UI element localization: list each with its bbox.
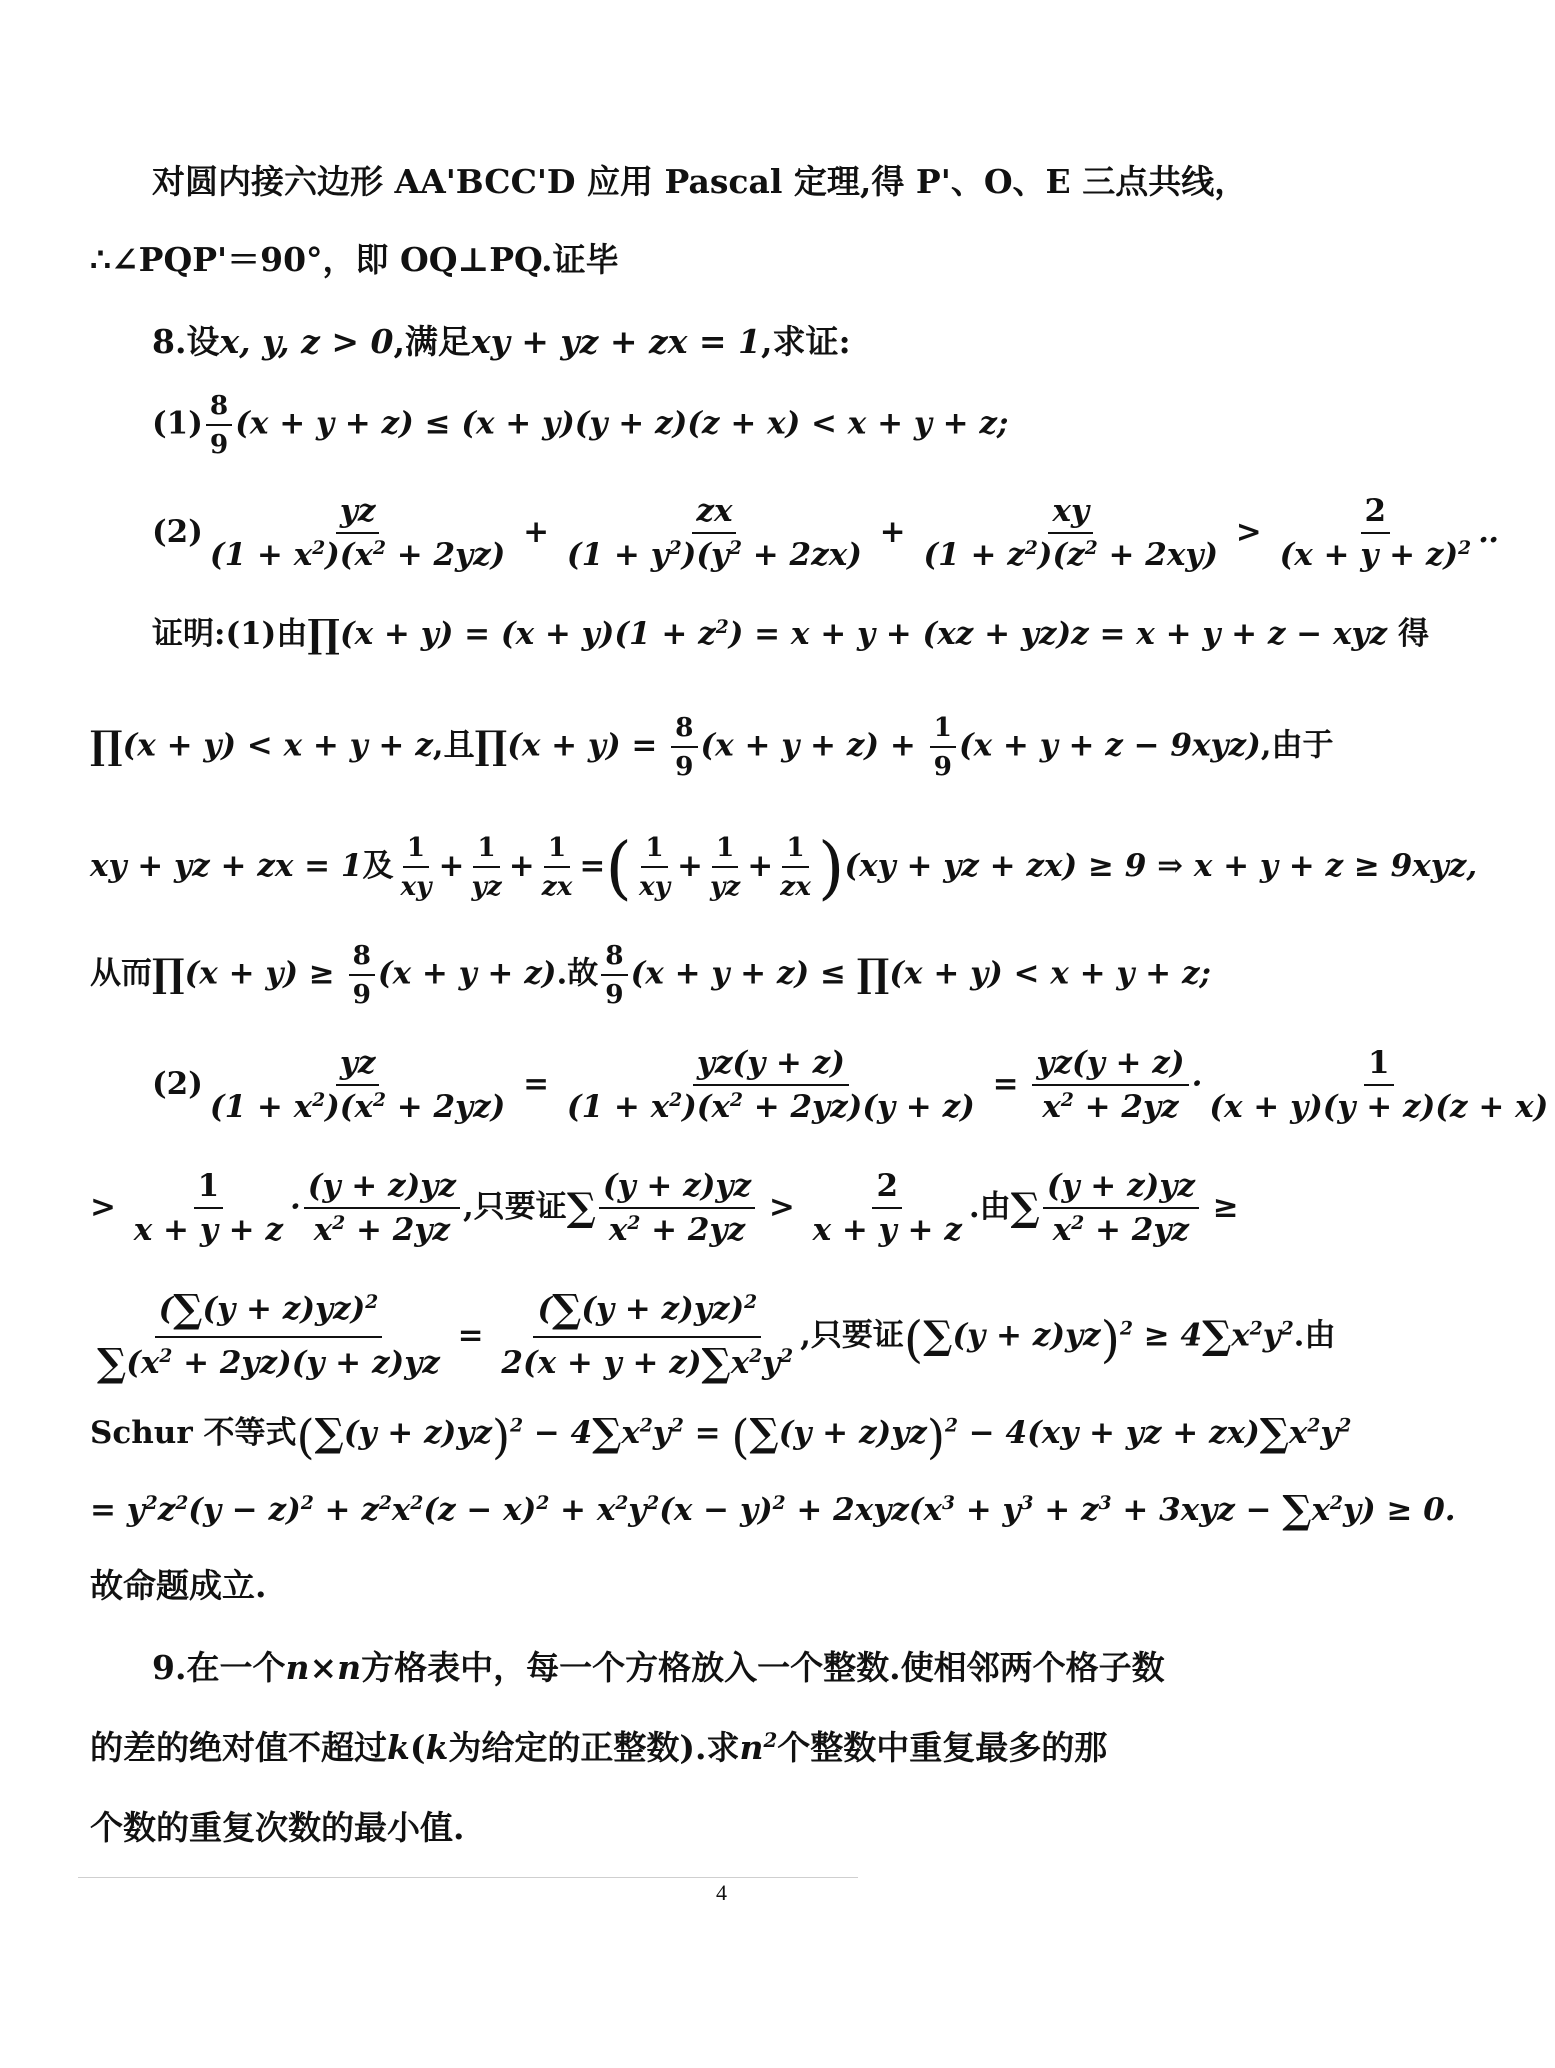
fraction-p2-a: $\frac{yz}{(1 + x^2)(x^2 + 2yz)}$ (209, 1045, 506, 1126)
part-2-inequality: (2) $\frac{yz}{(1 + x^2)(x^2 + 2yz)}$ + $\frac{zx}{(1 + y^2)(y^2 + 2zx)}$ + $\frac{xy}{(1 + z^2)(z^2 + 2xy)}$ > $\frac{2}{(x + y + z)^2}$ ‥ (152, 493, 1499, 574)
proof-line-4: 从而∏(x + y) ≥ $\frac{8}{9}$ (x + y + z).故 $\frac{8}{9}$ (x + y + z) ≤ ∏(x + y) < x + y + z; (90, 940, 1211, 1010)
gu-label: .故 (556, 955, 599, 992)
problem-8-statement (152, 322, 1269, 362)
proof-label: 证明:(1)由 (152, 615, 308, 652)
grid-size: n×n (285, 1648, 362, 1687)
fraction-p2-e: $\frac{1}{x + y + z}$ (133, 1168, 283, 1249)
you2-label: .由 (1293, 1317, 1336, 1354)
problem-9-label: 9.在一个 (152, 1648, 286, 1687)
fraction-8-9-b: $\frac{8}{9}$ (671, 712, 697, 782)
fraction-1-yz: $\frac{1}{yz}$ (471, 832, 502, 902)
problem-9-line-2: 的差的绝对值不超过k(k为给定的正整数).求$n^2$个整数中重复最多的那 (90, 1728, 1108, 1767)
fraction-p2-c: $\frac{yz(y + z)}{x^2 + 2yz}$ (1032, 1045, 1188, 1126)
youyu-label: ,由于 (1260, 727, 1334, 764)
fraction-1-xy-b: $\frac{1}{xy}$ (638, 832, 670, 902)
schur-line: Schur 不等式$(\sum(y + z)yz)^2 - 4\sum x^2y^2 = (\sum(y + z)yz)^2 - 4(xy$ + yz + $zx)\sum x^2y^2$ (90, 1410, 1352, 1464)
fraction-term-1: $\frac{yz}{(1 + x^2)(x^2 + 2yz)}$ (209, 493, 506, 574)
proof-part-2-line-2: > $\frac{1}{x + y + z}$ · $\frac{(y + z)yz}{x^2 + 2yz}$ ,只要证∑ $\frac{(y + z)yz}{x^2 + 2yz}$ > $\frac{2}{x + y + z}$ .由∑ $\frac{(y + z)yz}{x^2 + 2yz}$ ≥ (90, 1168, 1239, 1249)
fraction-8-9-d: $\frac{8}{9}$ (601, 940, 627, 1010)
fraction-p2-h: $\frac{2}{x + y + z}$ (812, 1168, 962, 1249)
qie-label: ,且 (432, 727, 475, 764)
fraction-p2-b: $\frac{yz(y + z)}{(1 + x^2)(x^2 + 2yz)(y + z)}$ (566, 1045, 975, 1126)
part-2-proof-label: (2) (152, 1066, 203, 1103)
problem-9-text-d: 个整数中重复最多的那 (777, 1728, 1108, 1767)
var-k-2: k (425, 1728, 449, 1767)
prove-label: ,求证: (760, 322, 851, 361)
fraction-p2-k: $\frac{(\sum(y + z)yz)^2}{2(x + y + z)\sum x^2y^2}$ (501, 1287, 794, 1386)
proof-part-2-line-1: (2) $\frac{yz}{(1 + x^2)(x^2 + 2yz)}$ = $\frac{yz(y + z)}{(1 + x^2)(x^2 + 2yz)(y + z)}$ = $\frac{yz(y + z)}{x^2 + 2yz}$ · $\frac{1}{(x + y)(y + z)(z + x)}$ (152, 1045, 1269, 1126)
fraction-1-xy: $\frac{1}{xy}$ (400, 832, 432, 902)
fraction-p2-d: $\frac{1}{(x + y)(y + z)(z + x)}$ (1209, 1045, 1549, 1126)
fraction-term-3: $\frac{xy}{(1 + z^2)(z^2 + 2xy)}$ (923, 493, 1218, 574)
conclusion-line: 故命题成立. (90, 1566, 267, 1605)
fraction-1-9: $\frac{1}{9}$ (930, 712, 956, 782)
schur-label: Schur 不等式 (90, 1414, 297, 1451)
fraction-1-yz-b: $\frac{1}{yz}$ (709, 832, 741, 902)
condition-connector: ,满足 (393, 322, 471, 361)
footer-rule (78, 1877, 858, 1878)
de-label: 得 (1397, 615, 1429, 652)
problem-9-line-3: 个数的重复次数的最小值. (90, 1808, 465, 1847)
text-line-proof-end: ∴∠PQP'＝90°，即 OQ⊥PQ.证毕 (90, 240, 619, 279)
zhiyaozheng-label: ,只要证 (462, 1189, 567, 1226)
paren-open: ( (409, 1728, 426, 1767)
var-k: k (387, 1728, 410, 1767)
you-label: .由 (968, 1189, 1011, 1226)
part-1-inequality: (1) $\frac{8}{9}$ (x + y + z) ≤ (x + y)(y + z)(z + x) < x + y + z; (152, 390, 1009, 460)
fraction-8-9: $\frac{8}{9}$ (206, 390, 232, 460)
proof-line-2: ∏(x + y) < x + y + z,且∏(x + y) = $\frac{8}{9}$ (x + y + z) + $\frac{1}{9}$ (x + y + z − 9xyz),由于 (90, 712, 1334, 782)
condition-sum: xy + yz + zx = 1 (470, 322, 761, 361)
fraction-1-zx-b: $\frac{1}{zx}$ (780, 832, 811, 902)
fraction-p2-f: $\frac{(y + z)yz}{x^2 + 2yz}$ (304, 1168, 460, 1249)
condition-positive: x, y, z > 0 (219, 322, 394, 361)
proof-part-2-line-3: $\frac{(\sum(y + z)yz)^2}{\sum(x^2 + 2yz)(y + z)yz}$ = $\frac{(\sum(y + z)yz)^2}{2(x + y + z)\sum x^2y^2}$ ,只要证$(\sum(y + z)yz)^2 \ge 4\sum x^2y^2$.由 (90, 1287, 1269, 1387)
ji-label: 及 (362, 848, 394, 884)
congerh-label: 从而 (90, 955, 152, 992)
text-line-pascal: 对圆内接六边形 AA'BCC'D 应用 Pascal 定理,得 P'、O、E 三点共线， (152, 162, 1248, 201)
fraction-term-2: $\frac{zx}{(1 + y^2)(y^2 + 2zx)}$ (566, 493, 862, 574)
proof-line-1: 证明:(1)由∏(x + $y) = (x + y)(1 + z^2) = x + y + (xz + yz)z = x + y + z$ − xyz 得 (152, 612, 1429, 657)
fraction-p2-i: $\frac{(y + z)yz}{x^2 + 2yz}$ (1043, 1168, 1199, 1249)
var-n: n (739, 1728, 764, 1767)
part-1-label: (1) (152, 405, 203, 442)
problem-9-text-b: 的差的绝对值不超过 (90, 1728, 387, 1767)
problem-9-text-c: 为给定的正整数).求 (448, 1728, 740, 1767)
part-2-label: (2) (152, 514, 203, 551)
page-number: 4 (716, 1880, 727, 1905)
fraction-1-zx: $\frac{1}{zx}$ (541, 832, 573, 902)
expansion-line: = $y^2z^2(y - z)^2 + z^2x^2(z - x)^2 + x^2y^2(x - y)^2 + 2xyz(x^3 + y^3 + z^3 + 3xyz - \sum x^2y) \ge 0$. (90, 1488, 1456, 1533)
proof-line-3: xy + yz + zx = 1及 $\frac{1}{xy}$ + $\frac{1}{yz}$ + $\frac{1}{zx}$ =( $\frac{1}{xy}$ + $\frac{1}{yz}$ + $\frac{1}{zx}$ )(xy + yz + zx) ≥ 9 ⇒ x + y + z ≥ 9xyz, (90, 829, 1478, 908)
problem-9-line-1 (152, 1648, 1269, 1688)
fraction-p2-g: $\frac{(y + z)yz}{x^2 + 2yz}$ (599, 1168, 755, 1249)
problem-9-text-a: 方格表中，每一个方格放入一个整数.使相邻两个格子数 (361, 1648, 1165, 1687)
problem-8-label: 8.设 (152, 322, 220, 361)
fraction-8-9-c: $\frac{8}{9}$ (349, 940, 375, 1010)
fraction-p2-j: $\frac{(\sum(y + z)yz)^2}{\sum(x^2 + 2yz)(y + z)yz}$ (97, 1287, 440, 1386)
zhiyaozheng2-label: ,只要证 (800, 1317, 904, 1354)
fraction-rhs: $\frac{2}{(x + y + z)^2}$ (1279, 493, 1472, 574)
